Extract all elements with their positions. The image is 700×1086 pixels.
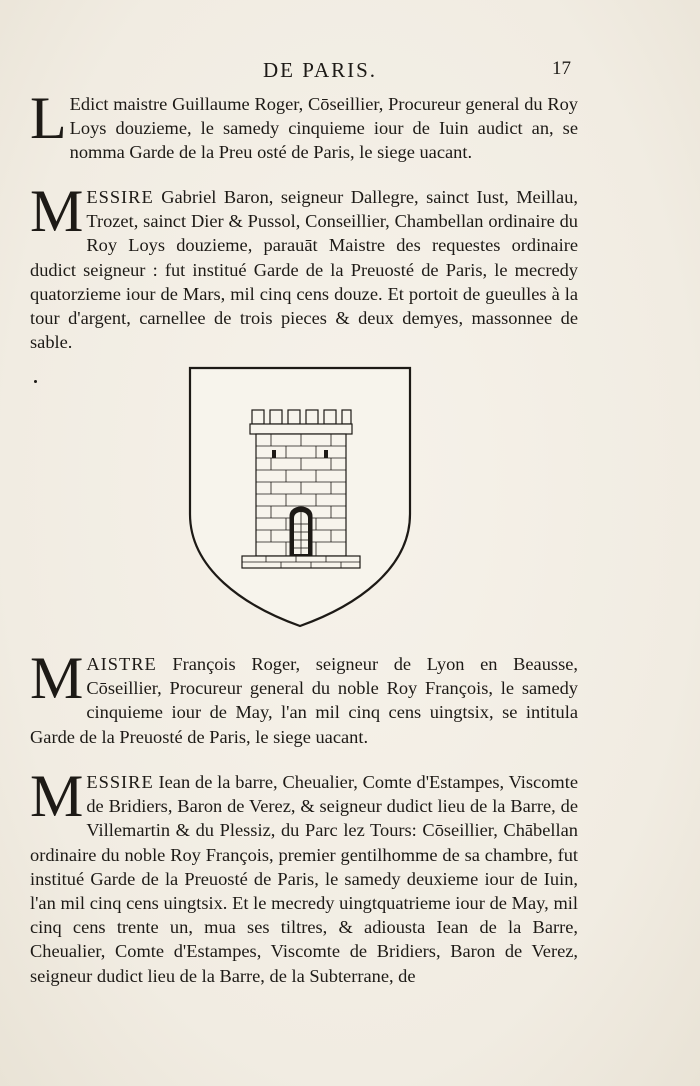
page-header — [0, 58, 700, 88]
initial-letter: M — [30, 763, 84, 829]
paragraph-lead: ESSIRE — [86, 772, 154, 792]
initial-letter: M — [30, 178, 84, 244]
paragraph-guillaume-roger — [30, 85, 578, 165]
running-head: DE PARIS. — [262, 58, 378, 82]
page-number: 17 — [552, 58, 571, 79]
paragraph-text: François Roger, seigneur de Lyon en Beausse, Cōseillier, Procureur general du noble Roy François, le samedy cinquieme iour de May, l'an mil cinq cens uingtsix, se intitula Garde de la Preuosté de Paris, le siege uacant. — [30, 654, 578, 747]
ink-speck — [34, 380, 37, 383]
initial-letter: L — [30, 85, 67, 151]
paragraph-francois-roger — [30, 645, 578, 749]
paragraph-text: Iean de la barre, Cheualier, Comte d'Estampes, Viscomte de Bridiers, Baron de Verez, & seigneur dudict lieu de la Barre, de Villemartin & du Plessiz, du Parc lez Tours: Cōseillier, Chābellan ordinaire du noble Roy François, premier gentilhomme de sa chambre, fut institué Garde de la Preuosté de Paris, le samedy deuxieme iour de Iuin, l'an mil cinq cens uingtsix. Et le mecredy uingtquatrieme iour de May, mil cinq cens trente un, mua ses tiltres, & adiousta Iean de la Barre, Cheualier, Comte d'Estampes, Viscomte de Bridiers, Baron de Verez, seigneur dudict lieu de la Barre, de la Subterrane, de — [30, 772, 578, 986]
coat-of-arms-tower-icon — [186, 364, 414, 630]
paragraph-jean-de-la-barre — [30, 763, 578, 988]
paragraph-gabriel-baron — [30, 178, 578, 354]
paragraph-text: Edict maistre Guillaume Roger, Cōseillier, Procureur general du Roy Loys douzieme, le samedy cinquieme iour de Iuin audict an, se nomma Garde de la Preu osté de Paris, le siege uacant. — [69, 94, 578, 163]
initial-letter: M — [30, 645, 84, 711]
paragraph-lead: ESSIRE — [86, 187, 154, 207]
paragraph-lead: AISTRE — [86, 654, 157, 674]
paragraph-text: Gabriel Baron, seigneur Dallegre, sainct Iust, Meillau, Trozet, sainct Dier & Pussol, Conseillier, Chambellan ordinaire du Roy Loys douzieme, parauāt Maistre des requestes ordinaire dudict seigneur : fut institué Garde de la Preuosté de Paris, le mecredy quatorzieme iour de Mars, mil cinq cens douze. Et portoit de gueulles à la tour d'argent, carnellee de trois pieces & deux demyes, massonnee de sable. — [30, 187, 578, 353]
